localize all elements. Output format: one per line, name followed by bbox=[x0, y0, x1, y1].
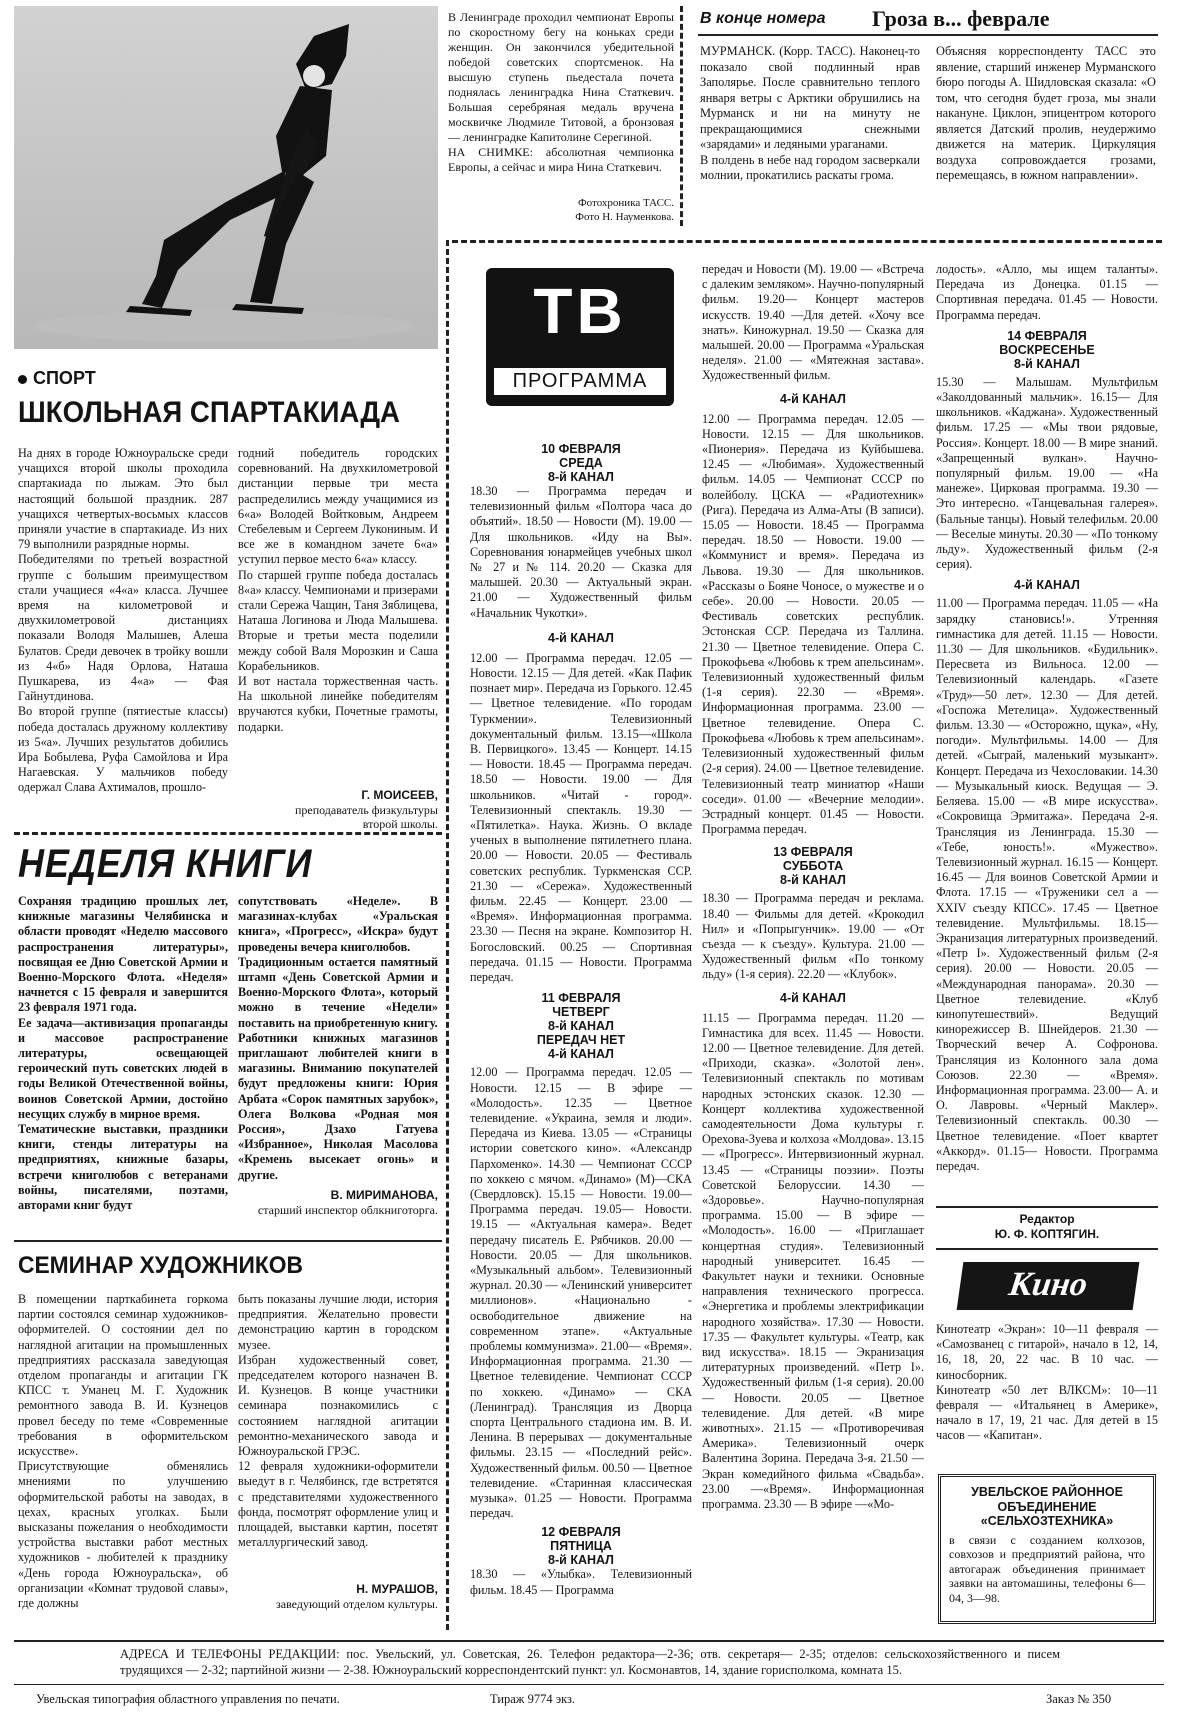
ad-text: в связи с созданием колхозов, совхозов и предприятий района, что автогараж объединения принимает заявки на автомашины, телефоны 6—04, 3—98. bbox=[949, 1532, 1145, 1605]
footer-printer: Увельская типография областного управления по печати. bbox=[36, 1692, 340, 1706]
kino-logo: Кино bbox=[1006, 1266, 1090, 1303]
artists-col1: В помещении парткабинета горкома партии состоялся семинар художников-оформителей. О состоянии дел по наглядной агитации на промышленных предприятиях рассказала заведующая отделом пропаганды и агитации ГК КПСС т. Уманец М. Г. Художник ремонтного завода В. И. Кузнецов провел беседу по теме «Современные требования в оформительском искусстве». Присутствующие обменялись мнениями по улучшению оформительской работы на заводах, в цехах, красных уголках. Были высказаны пожелания о необходимости устройства выставки работ местных художников - любителей к празднику «День города Южноуральска», об организации «Комнат трудовой славы», где должны bbox=[18, 1292, 228, 1611]
sport-headline: ШКОЛЬНАЯ СПАРТАКИАДА bbox=[18, 396, 400, 429]
tv-feb13-ch4-label: 4-й КАНАЛ bbox=[780, 990, 846, 1005]
news-col1: МУРМАНСК. (Корр. ТАСС). Наконец-то показало свой подлинный нрав Заполярье. После сравнительно теплого января ветры с Арктики обрушились на Мурманск и ни на минуту не прекращающимися снежными «зарядами» и ледяными ураганами. В полдень в небе над городом засверкали молнии, прокатились раскаты грома. bbox=[700, 44, 920, 182]
books-author: В. МИРИМАНОВА, bbox=[330, 1188, 438, 1202]
sport-author: Г. МОИСЕЕВ, bbox=[361, 788, 438, 802]
books-author-post: старший инспектор облкниготорга. bbox=[257, 1203, 438, 1217]
tv-left-border bbox=[446, 240, 449, 1630]
tv-feb14-ch4: 11.00 — Программа передач. 11.05 — «На зарядку становись!». Утренняя гимнастика для детей. 11.15 — Новости. 11.30 — Для школьников. «Будильник». Пересвета из Вильноса. 12.00 — Телевизионный календарь. «Газете «Труд»—50 лет». 12.30 — Для детей. «Госпожа Метелица». Художественный фильм. 13.30 — «Осторожно, щука», «Ну, погоди». Мультфильмы. 14.00 — Для детей. «Сыграй, маленький музыкант». Концерт. Передача из Чехословакии. 14.30 — Музыкальный киоск. Ведущая — Э. Беляева. 15.00 — «В мире искусства». «Сокровища Эрмитажа». Передача 2-я. Трансляция из Ленинграда. 15.30 — «Тебе, юность!». «Мужество». Телевизионный журнал. 16.15 — Концерт. 16.45 — Для воинов Советской Армии и Флота. 17.15 — «Труженики сел а — XXIV съезду КПСС». 17.45 — Цветное телевидение. Мультфильмы. 18.15—Экранизация литературных произведений. «Петр I». Художественный фильм (2-я серия). 20.00 — Новости. 20.05 — «Международная панорама». 20.30 — Цветное телевидение. «Клуб кинопутешествий». Ведущий кинорежиссер В. Шнейдеров. 21.30 — Творческий вечер А. Софронова. Трансляция из Колонного зала дома Союзов. 22.30 — «Время». Информационная программа. 23.00— А. и О. Лавровы. «Черный Маклер». Телевизионный спектакль. 00.30 — Цветное телевидение. «Поет квартет «Аккорд». 01.15— Новости. Программа передач. bbox=[936, 596, 1158, 1173]
artists-col2: быть показаны лучшие люди, история предприятия. Желательно провести демонстрацию картин в городском музее. Избран художественный совет, председателем которого назначен В. И. Кузнецов. В конце участники семинара познакомились с состоянием наглядной агитации ремонтно-механического завода и Южноуральской ГРЭС. 12 февраля художники-оформители выедут в г. Челябинск, где встретятся с представителями художественного фонда, посмотрят оформление улиц и площадей, выставки картин, посетят металлургический завод. bbox=[238, 1292, 438, 1550]
tv-feb10-ch4-label: 4-й КАНАЛ bbox=[548, 630, 614, 645]
editor-label: Редактор bbox=[1019, 1212, 1075, 1226]
news-rubric: В конце номера bbox=[700, 10, 826, 27]
books-col2: сопутствовать «Неделе». В магазинах-клубах «Уральская книга», «Прогресс», «Искра» будут проведены вечера книголюбов. Традиционным остается памятный штамп «День Советской Армии и Военно-Морского Флота», который можно в течение «Недели» поставить на приобретенную книгу. Работники книжных магазинов приглашают любителей книги в магазины. Вниманию покупателей будут предложены книги: Юрия Арбата «Сорок памятных зарубок», Олега Волкова «Родная моя Россия», Дзахо Гатуева «Избранное», Николая Масолова «Кремень высекает огонь» и другие. bbox=[238, 894, 438, 1182]
tv-feb10-ch8: 18.30 — Программа передач и телевизионный фильм «Полтора часа до объятий». 18.50 — Новости (М). 19.00 — Для школьников. «Иду на Вы». Соревнования юнармейцев учебных школ № 27 и № 114. 20.20 — Сказка для малышей. 20.30 — Актуальный экран. 21.00 — Художественный фильм «Начальник Чукотки». bbox=[470, 484, 692, 620]
tv-feb11-ch4: 12.00 — Программа передач. 12.05 — Новости. 12.15 — В эфире — «Молодость». 12.35 — Цветное телевидение. «Украина, земля и люди». Передача из Киева. 13.05 — «Страницы истории советского кино». «Александр Пархоменко». 14.30 — Чемпионат СССР по хоккею с мячом. «Динамо» (М)—СКА (Свердловск). 15.15 — Новости. 19.00—Программа передач. 19.05— Новости. 19.15 — «Актуальная камера». Ведет передачу писатель Е. Рябчиков. 20.00 — Новости. 20.05 — Для школьников. «Музыкальный альбом». Телевизионный журнал. 20.30 — «Ленинский университет миллионов». «Национально - освободительное движение на современном этапе». «Актуальные проблемы коммунизма». 21.00— «Время». Информационная программа. 21.30 — Цветное телевидение. Чемпионат СССР по хоккею. «Динамо» — СКА (Ленинград). Трансляция из Дворца спорта Центрального стадиона им. В. И. Ленина. В перерывах — документальные фильмы. 23.15 — «Последний рейс». Художественный фильм. 00.50 — Цветное телевидение. «Старинная классическая музыка». 01.25 — Новости. Программа передач. bbox=[470, 1065, 692, 1521]
sport-col1: На днях в городе Южноуральске среди учащихся второй школы проходила спартакиада по лыжам. Это был настоящий большой праздник. 287 учащихся четвертых-восьмых классов приняли участие в спартакиаде. Из них 79 выполнили разрядные нормы. Победителями по третьей возрастной группе с большим преимуществом стали учащиеся «4«а» класса. Лучшее время на километровой и двухкилометровой дистанциях показали Володя Малышев, Алеша Булатов. Среди девочек в тройку вошли из 4«б» Надя Орлова, Наташа Пушкарева, из 4«а» — Фая Гайнутдинова. Во второй группе (пятиестые классы) победа досталась дружному коллективу из 5«а». Лучших результатов добились Ира Бобылева, Руфа Самойлова и Ира Нагаевская. У мальчиков победу одержал Слава Ахтималов, прошло- bbox=[18, 446, 228, 795]
news-col2: Объясняя корреспонденту ТАСС это явление, старший инженер Мурманского бюро погоды А. Шидловская сказала: «О том, что сегодня будет гроза, мы знали накануне. Циклон, эпицентром которого является Датский пролив, неудержимо движется на материк. Циркуляция воздуха сопровождается грозами, перемещаясь, в южном направлении». bbox=[936, 44, 1156, 182]
news-headline: Гроза в... феврале bbox=[872, 6, 1050, 31]
tv-day-feb11: 11 ФЕВРАЛЯ ЧЕТВЕРГ 8-й КАНАЛ ПЕРЕДАЧ НЕТ 4-й КАНАЛ bbox=[536, 991, 626, 1062]
editor-name: Ю. Ф. КОПТЯГИН. bbox=[994, 1227, 1100, 1241]
artists-author: Н. МУРАШОВ, bbox=[356, 1582, 438, 1596]
books-headline: НЕДЕЛЯ КНИГИ bbox=[18, 842, 313, 886]
sport-rubric-label: СПОРТ bbox=[33, 368, 96, 388]
tv-feb10-ch4: 12.00 — Программа передач. 12.05 — Новости. 12.15 — Для детей. «Как Пафик познает мир». Передача из Горького. 12.45 — Цветное телевидение. «По городам Туркмении». Телевизионный документальный фильм. 13.15—«Школа В. Первицкого». 13.45 — Концерт. 14.15 — Новости. 18.45 — Программа передач. 18.50 — Новости. 19.00 — Для школьников. «Читай - город». Телевизионный спектакль. 19.30 — «Пятилетка». Наука. Жизнь. О вкладе ученых в выполнение пятилетнего плана. 20.00 — Новости. 20.05 — Фестиваль советских республик. Туркменская ССР. 21.30 — «Сережа». Художественный фильм. 22.45 — Концерт. 23.00 — «Время». Информационная программа. 23.30 — Песня на экране. Композитор Н. Богословский. 00.25 — Спортивная передача. 01.15 — Новости. Программа передач. bbox=[470, 650, 692, 985]
sport-author-post: преподаватель физкультуры второй школы. bbox=[294, 803, 438, 831]
books-col1: Сохраняя традицию прошлых лет, книжные магазины Челябинска и области проводят «Неделю массового распространения литературы», посвящая ее Дню Советской Армии и Военно-Морского Флота. «Неделя» начнется с 15 февраля и завершится 23 февраля 1971 года. Ее задача—активизация пропаганды и массовое распространение литературы, освещающей героический путь советских людей в годы Великой Отечественной войны, воинов Советской Армии, достойно несущих службу в мирное время. Тематические выставки, праздники книги, стенды литературы на предприятиях, книжные базары, встречи книголюбов с ветеранами войны, писателями, поэтами, авторами книг будут bbox=[18, 894, 228, 1213]
tv-col2 bbox=[702, 262, 924, 1512]
tv-logo: ТВ bbox=[533, 275, 627, 347]
tv-logo-box bbox=[486, 268, 674, 406]
tv-col1 bbox=[470, 442, 692, 1598]
ad-title: УВЕЛЬСКОЕ РАЙОННОЕ ОБЪЕДИНЕНИЕ «СЕЛЬХОЗТЕХНИКА» bbox=[971, 1485, 1123, 1528]
ad-box bbox=[938, 1474, 1156, 1624]
editor-rule-bottom bbox=[936, 1248, 1158, 1250]
tv-feb14-ch8: 15.30 — Малышам. Мультфильм «Заколдованный мальчик». 16.15— Для школьников. «Каджана». Художественный фильм. 17.25 — «Мы твои рядовые, Россия». Концерт. 18.00 — В мире знаний. «Запрещенный вулкан». Научно-популярный фильм. 19.00 — «На манеже». Цирковая программа. 19.30 — Это интересно. «Танцевальная галерея». (Бальные танцы). Новый телефильм. 20.00 — Веселые минуты. 20.30 — «По тонкому льду». Художественный фильм (2-я серия). bbox=[936, 374, 1158, 572]
tv-feb12-ch4: 12.00 — Программа передач. 12.05 — Новости. 12.15 — Для школьников. «Пионерия». Передача из Куйбышева. 12.45 — «Любимая». Художественный фильм. 14.05 — Чемпионат СССР по волейболу. ЦСКА — «Радиотехник» (Рига). Передача из Алма-Аты (В записи). 15.05 — Новости. 18.45 — Программа передач. 18.50 — Новости. 19.00 — «Коммунист и время». Передача из Львова. 19.30 — Для школьников. «Рассказы о Бояне Чоносе, о мужестве и о себе». 20.00 — Новости. 20.05 — Фестиваль советских республик. Эстонская ССР. Передача из Таллина. 21.30 — Цветное телевидение. Опера С. Прокофьева «Любовь к трем апельсинам». Телевизионный художественный фильм (1-я серия). 22.30 — «Время». Информационная программа. 23.00 — Цветное телевидение. Опера С. Прокофьева «Любовь к трем апельсинам». Телевизионный художественный фильм (2-я серия). 24.00 — Цветное телевидение. Телевизионный театр миниатюр «Наши соседи». 01.00 — «Вечерние мелодии». Эстрадный концерт. 01.45 — Новости. Программа передач. bbox=[702, 411, 924, 837]
tv-feb13-ch8: 18.30 — Программа передач и реклама. 18.40 — Фильмы для детей. «Крокодил Нил» и «Попрыгунчик». 19.00 — «От съезда — к съезду». Культура. 21.00 — Художественный фильм «По тонкому льду» (1-я серия). 22.20 — «Клубок». bbox=[702, 891, 924, 982]
tv-col3 bbox=[936, 262, 1158, 1174]
tv-day-feb12: 12 ФЕВРАЛЯ ПЯТНИЦА 8-й КАНАЛ bbox=[541, 1525, 621, 1568]
kino-logo-box bbox=[957, 1262, 1140, 1310]
artists-headline: СЕМИНАР ХУДОЖНИКОВ bbox=[18, 1252, 304, 1279]
skater-figure bbox=[14, 6, 438, 349]
footer-address: АДРЕСА И ТЕЛЕФОНЫ РЕДАКЦИИ: пос. Увельский, ул. Советская, 26. Телефон редактора—2-36; отв. секретаря— 2-35; отделов: сельскохозяйственного и писем трудящихся — 2-32; партийной жизни — 2-38. Южноуральский корреспондентский пункт: ул. Космонавтов, 14, здание горисполкома, комната 15. bbox=[120, 1647, 1060, 1677]
divider-artists bbox=[14, 1240, 442, 1242]
tv-day-feb13: 13 ФЕВРАЛЯ СУББОТА 8-й КАНАЛ bbox=[773, 845, 853, 888]
vertical-divider bbox=[680, 6, 683, 226]
tv-feb12-ch4-label: 4-й КАНАЛ bbox=[780, 391, 846, 406]
tv-feb13-ch4-cont: лодость». «Алло, мы ищем таланты». Передача из Донецка. 01.15 — Спортивная передача. 01.45 — Новости. Программа передач. bbox=[936, 262, 1158, 322]
sport-col2: годний победитель городских соревнований. На двухкилометровой дистанции первые три места распределились между учащимися из 6«а» Володей Войтковым, Андреем Стебелевым и Сергеем Лукониным. И все же в командном зачете 6«а» уступил первое место 6«а» классу. По старшей группе победа досталась 8«а» классу. Чемпионами и призерами стали Сережа Чащин, Таня Зяблицева, Наташа Логинова и Люда Малышева. Вторые и третьи места поделили между собой Валя Морозкин и Саша Корабельников. И вот настала торжественная часть. На школьной линейке победителям вручаются кубки, Почетные грамоты, подарки. bbox=[238, 446, 438, 734]
tv-day-feb10: 10 ФЕВРАЛЯ СРЕДА 8-й КАНАЛ bbox=[541, 442, 621, 484]
footer-rule bbox=[14, 1640, 1164, 1642]
news-headline-rule bbox=[698, 34, 1158, 36]
footer-order: Заказ № 350 bbox=[1046, 1692, 1112, 1706]
photo-caption: В Ленинграде проходил чемпионат Европы по скоростному бегу на коньках среди женщин. Он закончился убедительной победой советских спортсменок. На высшую ступень пьедестала почета поднялась ленинградка Нина Статкевич. Большая серебряная медаль вручена москвичке Людмиле Титовой, а бронзовая — ленинградке Капитолине Серегиной. НА СНИМКЕ: абсолютная чемпионка Европы, а сейчас и мира Нина Статкевич. bbox=[448, 10, 674, 174]
editor-rule bbox=[936, 1206, 1158, 1208]
tv-feb13-ch4: 11.15 — Программа передач. 11.20 — Гимнастика для всех. 11.45 — Новости. 12.00 — Цветное телевидение. Для детей. «Приходи, сказка». «Золотой лен». Телевизионный спектакль по мотивам народных эстонских сказок. 12.30 — Концерт коллектива художественной самодеятельности Дома культуры г. Орехова-Зуева и колхоза «Молдова». 13.15 — «Прогресс». Интервизионный журнал. 13.45 — «Страницы поэзии». Поэты Советской Белоруссии. 14.30 — «Здоровье». Научно-популярная программа. 15.00 — В эфире — «Молодость». 16.00 — «Приглашает концертная студия». Телевизионный народный университет. 16.45 — Факультет науки и техники. Основные направления технического прогресса. «Энергетика и проблемы электрификации народного хозяйства». 17.30 — Новости. 17.35 — Факультет культуры. «Театр, как вид искусства». 18.15 — Экранизация литературных произведений. «Петр I». Художественный фильм (1-я серия). 20.00 — Новости. 20.05 — Цветное телевидение. Для детей. «В мире животных». 21.15 — «Противоречивая Америка». Телевизионный очерк Валентина Зорина. Передача 3-я. 21.50 — Экран комедийного фильма «Свадьба». 23.00 —«Время». Информационная программа. 23.30 — В эфире —«Мо- bbox=[702, 1010, 924, 1512]
tv-top-border bbox=[452, 240, 1162, 243]
kino-text: Кинотеатр «Экран»: 10—11 февраля — «Самозванец с гитарой», начало в 12, 14, 16, 18, 20, 22 час. В 10 час. — киносборник. Кинотеатр «50 лет ВЛКСМ»: 10—11 февраля — «Итальянец в Америке», начало в 17, 19, 21 час. Для детей в 15 часов — «Капитан». bbox=[936, 1322, 1158, 1443]
artists-author-post: заведующий отделом культуры. bbox=[276, 1597, 438, 1611]
tv-feb14-ch4-label: 4-й КАНАЛ bbox=[1014, 578, 1080, 593]
tv-title: ПРОГРАММА bbox=[494, 368, 666, 395]
footer-rule-2 bbox=[14, 1684, 1164, 1685]
tv-day-feb14: 14 ФЕВРАЛЯ ВОСКРЕСЕНЬЕ 8-й КАНАЛ bbox=[999, 328, 1095, 371]
tv-feb12-ch8-cont: передач и Новости (М). 19.00 — «Встреча с далеким земляком». Научно-популярный фильм. 19.20— Концерт мастеров искусств. 19.40 —Для детей. «Хочу все знать». Киножурнал. 19.50 — Сказка для малышей. 20.00 — Программа «Уральская неделя». 21.00 — «Мятежная застава». Художественный фильм. bbox=[702, 262, 924, 383]
tv-feb12-ch8: 18.30 — «Улыбка». Телевизионный фильм. 18.45 — Программа bbox=[470, 1567, 692, 1597]
footer-circulation: Тираж 9774 экз. bbox=[490, 1692, 576, 1706]
bullet-icon bbox=[18, 375, 27, 384]
photo-credit: Фотохроника ТАСС. Фото Н. Науменкова. bbox=[575, 197, 674, 223]
skater-photo bbox=[14, 6, 438, 349]
divider-books bbox=[14, 832, 442, 835]
sport-rubric bbox=[18, 368, 96, 389]
